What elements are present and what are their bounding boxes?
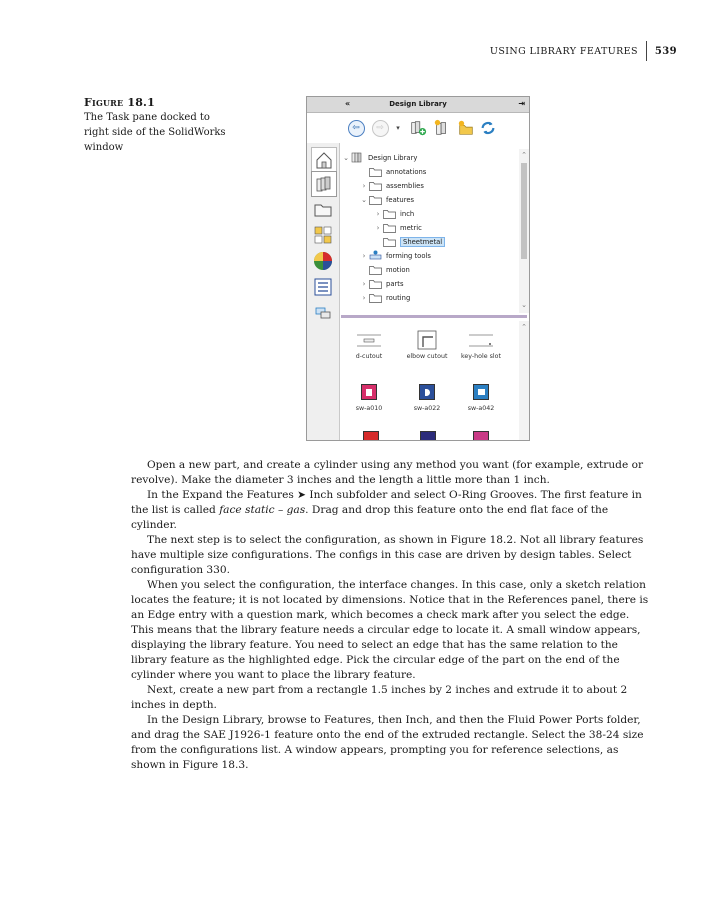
running-title: USING LIBRARY FEATURES (489, 45, 638, 57)
task-pane-screenshot (306, 96, 530, 441)
sw-a022-icon (419, 384, 435, 400)
task-pane-tab-strip (307, 143, 340, 440)
paragraph: When you select the configuration, the interface changes. In this case, only a sketch relation locates the feature; it is not located by dimensions. Notice that in the References panel, there is an Edge entry with a question mark, which becomes a check mark after you select the edge. This means that the library feature needs a circular edge to locate it. A small window appears, displaying the library feature. You need to select an edge that has the same relation to the library feature as the highlighted edge. Pick the circular edge of the part on the end of the cylinder where you want to place the library feature. (131, 579, 649, 681)
task-pane-title: Design Library (389, 100, 447, 108)
task-pane-titlebar (307, 97, 529, 113)
tree-item-parts[interactable] (359, 277, 403, 290)
forward-button[interactable] (371, 119, 389, 137)
history-dropdown[interactable]: ▾ (396, 124, 400, 132)
library-item-elbow-cutout[interactable] (399, 327, 455, 360)
d-cutout-icon (341, 327, 397, 353)
tab-forum[interactable] (311, 301, 335, 325)
folder-icon (383, 236, 396, 247)
paragraph: Next, create a new part from a rectangle 1.5 inches by 2 inches and extrude it to about 2 inches in depth. (131, 684, 628, 711)
tree-scrollbar-thumb[interactable] (521, 163, 527, 259)
add-file-location-icon (433, 118, 451, 138)
tree-expander[interactable]: ⌄ (343, 153, 349, 162)
feature-name: face static – gas (219, 504, 306, 516)
tree-item-label: annotations (386, 167, 427, 176)
tree-item-label: motion (386, 265, 410, 274)
tree-item-label: forming tools (386, 251, 431, 260)
tree-expander[interactable]: › (362, 293, 366, 302)
library-item-label: sw-a010 (355, 405, 383, 412)
scroll-up-icon[interactable]: ⌃ (521, 323, 527, 331)
gallery-scrollbar[interactable] (519, 321, 529, 440)
library-item-gallery (341, 321, 517, 441)
add-file-location-button[interactable] (433, 119, 451, 137)
library-item-label: d-cutout (355, 353, 383, 360)
design-library-tree (341, 149, 516, 315)
library-item-d-cutout[interactable] (341, 327, 397, 360)
library-item-partial-icon[interactable] (473, 431, 489, 441)
tree-item-routing[interactable] (359, 291, 410, 304)
folder-icon (369, 264, 382, 275)
refresh-icon (479, 118, 497, 138)
tree-item-label: parts (386, 279, 404, 288)
tree-item-inch[interactable] (373, 207, 414, 220)
scroll-down-icon[interactable]: ⌄ (521, 301, 527, 309)
figure-caption (84, 95, 234, 155)
page-number: 539 (654, 45, 677, 57)
library-icon (351, 152, 364, 163)
folder-icon (369, 278, 382, 289)
figure-caption-text: The Task pane docked to right side of the SolidWorks window (84, 112, 226, 153)
tree-item-metric[interactable] (373, 221, 422, 234)
tab-solidworks-resources[interactable] (311, 147, 337, 173)
collapse-button[interactable]: « (345, 99, 351, 108)
library-item-sw-a010[interactable] (341, 379, 397, 412)
tree-item-label: assemblies (386, 181, 424, 190)
tree-expander[interactable]: ⌄ (361, 195, 367, 204)
tree-expander[interactable]: › (376, 223, 380, 232)
forward-arrow-icon: ⇨ (372, 120, 389, 137)
tree-scrollbar[interactable] (519, 149, 529, 313)
tree-item-sheetmetal[interactable] (373, 235, 445, 248)
paragraph-text: . Drag and drop this feature onto the end flat face of the cylinder. (131, 504, 609, 531)
pin-button[interactable]: ⇥ (518, 99, 525, 108)
paragraph (131, 488, 651, 533)
paragraph: In the Design Library, browse to Features, then Inch, and then the Fluid Power Ports folder, and drag the SAE J1926-1 feature onto the end of the extruded rectangle. Select the 38-24 size from the configurations list. A window appears, prompting you for reference selections, as shown in Figure 18.3. (131, 714, 644, 771)
folder-icon (369, 166, 382, 177)
running-header (490, 40, 677, 62)
sw-a010-icon (361, 384, 377, 400)
library-item-key-hole-slot[interactable] (453, 327, 509, 360)
folder-icon (369, 292, 382, 303)
tree-expander[interactable]: › (362, 279, 366, 288)
tree-item-features[interactable] (359, 193, 414, 206)
tree-item-label: metric (400, 223, 422, 232)
tab-design-library[interactable] (311, 171, 337, 197)
folder-open-icon (369, 194, 382, 205)
tab-appearances[interactable] (311, 249, 335, 273)
tree-item-label: features (386, 195, 415, 204)
tree-item-label: inch (400, 209, 415, 218)
tab-view-palette[interactable] (311, 223, 335, 247)
key-hole-slot-icon (453, 327, 509, 353)
tab-file-explorer[interactable] (311, 197, 335, 221)
tree-item-annotations[interactable] (359, 165, 426, 178)
scroll-up-icon[interactable]: ⌃ (521, 151, 527, 159)
library-item-partial-icon[interactable] (363, 431, 379, 441)
library-item-label: sw-a022 (413, 405, 441, 412)
tree-item-label: Sheetmetal (400, 237, 445, 247)
forum-icon (315, 305, 331, 321)
paragraph: The next step is to select the configuration, as shown in Figure 18.2. Not all library features have multiple size configurations. The configs in this case are driven by design tables. Select configuration 330. (131, 534, 644, 576)
tree-expander[interactable]: › (362, 251, 366, 260)
tree-item-assemblies[interactable] (359, 179, 424, 192)
tree-expander[interactable]: › (362, 181, 366, 190)
back-arrow-icon: ⇦ (348, 120, 365, 137)
design-library-toolbar (307, 113, 529, 141)
tree-item-motion[interactable] (359, 263, 410, 276)
library-item-label: elbow cutout (406, 353, 448, 360)
add-to-library-icon (409, 118, 427, 138)
tree-item-label: Design Library (368, 153, 418, 162)
tab-custom-properties[interactable] (311, 275, 335, 299)
back-button[interactable] (347, 119, 365, 137)
tree-item-forming-tools[interactable] (359, 249, 431, 262)
paragraph-text: In the Expand the Features ➤ Inch subfolder and select O-Ring Grooves. The first feature in the list is called (131, 489, 642, 516)
library-item-label: key-hole slot (460, 353, 501, 360)
add-to-library-button[interactable] (409, 119, 427, 137)
library-item-sw-a042[interactable] (453, 379, 509, 412)
folder-icon (383, 208, 396, 219)
folder-icon (313, 199, 333, 219)
elbow-cutout-icon (399, 327, 455, 353)
library-item-label: sw-a042 (467, 405, 495, 412)
forming-tools-icon (369, 250, 382, 261)
refresh-button[interactable] (479, 119, 497, 137)
folder-icon (383, 222, 396, 233)
paragraph: Open a new part, and create a cylinder using any method you want (for example, extrude or revolve). Make the diameter 3 inches and the length a little more than 1 inch. (131, 459, 644, 486)
design-library-icon (314, 174, 334, 194)
tree-item-design-library[interactable] (341, 151, 417, 164)
home-icon (314, 150, 334, 170)
create-new-folder-button[interactable] (457, 119, 475, 137)
tree-expander[interactable]: › (376, 209, 380, 218)
sw-a042-icon (473, 384, 489, 400)
new-folder-icon (457, 118, 475, 138)
view-palette-icon (313, 225, 333, 245)
pane-splitter[interactable] (341, 315, 527, 318)
figure-label: Figure 18.1 (84, 96, 155, 109)
body-text (131, 458, 651, 773)
tree-item-label: routing (386, 293, 411, 302)
library-item-sw-a022[interactable] (399, 379, 455, 412)
appearances-icon (312, 250, 334, 272)
library-item-partial-icon[interactable] (420, 431, 436, 441)
folder-icon (369, 180, 382, 191)
custom-properties-icon (313, 277, 333, 297)
